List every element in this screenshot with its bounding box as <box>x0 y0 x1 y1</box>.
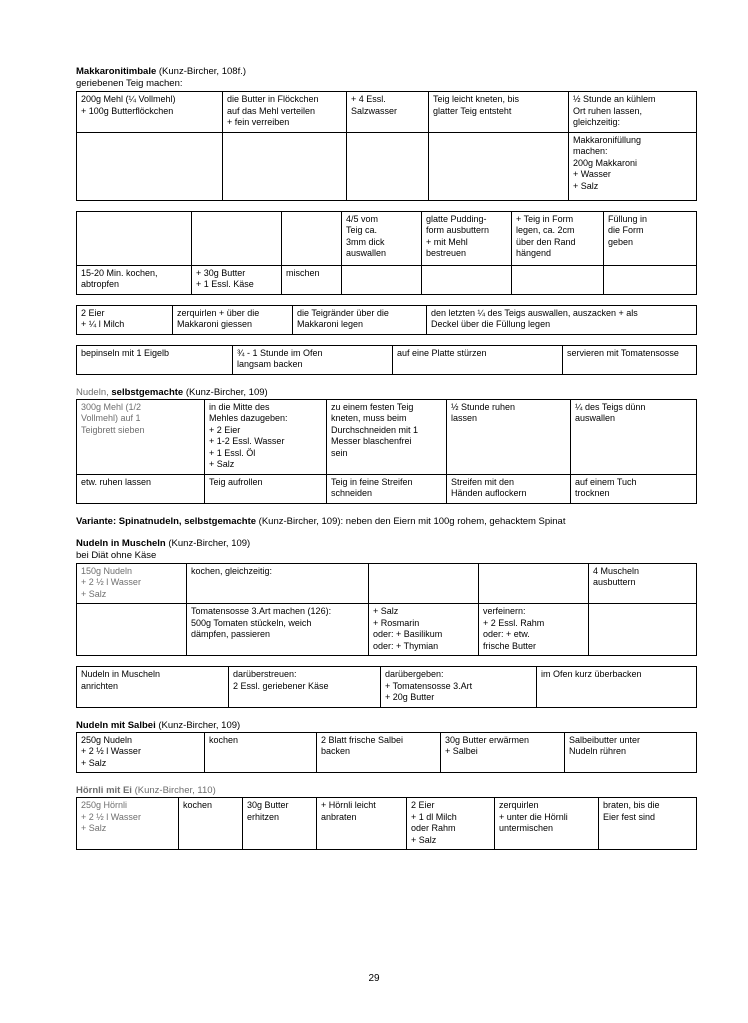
section-subtitle-nudeln-in-muscheln: bei Diät ohne Käse <box>76 549 157 561</box>
cell: 2 Eier + ¼ l Milch <box>77 305 173 334</box>
cell: zu einem festen Teig kneten, muss beim Durchschneiden mit 1 Messer blaschenfrei sein <box>327 399 447 474</box>
cell: zerquirlen + unter die Hörnli untermischen <box>495 798 599 850</box>
page-number: 29 <box>368 973 380 984</box>
cell: kochen <box>179 798 243 850</box>
table-row <box>77 667 697 708</box>
table-row <box>77 399 697 474</box>
cell: die Teigränder über die Makkaroni legen <box>293 305 427 334</box>
table-row <box>77 265 697 294</box>
table-nudeln-selbstgemachte-1 <box>76 399 697 504</box>
cell <box>223 132 347 200</box>
cell: Füllung in die Form geben <box>604 211 697 265</box>
cell: darübergeben: + Tomatensosse 3.Art + 20g Butter <box>381 667 537 708</box>
table-makkaronitimbale-3 <box>76 305 697 335</box>
cell <box>479 563 589 604</box>
section-heading-rest: (Kunz-Bircher, 109) <box>183 386 268 398</box>
cell: Streifen mit den Händen auflockern <box>447 474 571 503</box>
table-row <box>77 798 697 850</box>
cell <box>512 265 604 294</box>
cell: ½ Stunde an kühlem Ort ruhen lassen, gleichzeitig: <box>569 92 697 133</box>
section-heading-rest: (Kunz-Bircher, 110) <box>131 785 216 796</box>
cell: Teig aufrollen <box>205 474 327 503</box>
cell: 4/5 vom Teig ca. 3mm dick auswallen <box>342 211 422 265</box>
cell: Teig in feine Streifen schneiden <box>327 474 447 503</box>
cell: darüberstreuen: 2 Essl. geriebener Käse <box>229 667 381 708</box>
cell: + Teig in Form legen, ca. 2cm über den Rand hängend <box>512 211 604 265</box>
table-makkaronitimbale-4 <box>76 345 697 375</box>
cell: verfeinern: + 2 Essl. Rahm oder: + etw. frische Butter <box>479 604 589 656</box>
cell <box>342 265 422 294</box>
cell: ¼ des Teigs dünn auswallen <box>571 399 697 474</box>
cell: Nudeln in Muscheln anrichten <box>77 667 229 708</box>
cell <box>77 132 223 200</box>
cell: 4 Muscheln ausbuttern <box>589 563 697 604</box>
cell: bepinseln mit 1 Eigelb <box>77 345 233 374</box>
cell: 150g Nudeln + 2 ½ l Wasser + Salz <box>77 563 187 604</box>
cell: Tomatensosse 3.Art machen (126): 500g Tomaten stückeln, weich dämpfen, passieren <box>187 604 369 656</box>
section-heading-nudeln-mit-salbei <box>76 720 696 732</box>
cell: 2 Blatt frische Salbei backen <box>317 732 441 773</box>
cell <box>429 132 569 200</box>
section-heading-variante-spinatnudeln <box>76 516 696 528</box>
cell: 300g Mehl (1/2 Vollmehl) auf 1 Teigbrett sieben <box>77 399 205 474</box>
section-subtitle-makkaronitimbale: geriebenen Teig machen: <box>76 78 183 89</box>
cell: ¾ - 1 Stunde im Ofen langsam backen <box>233 345 393 374</box>
cell: + Hörnli leicht anbraten <box>317 798 407 850</box>
table-row <box>77 604 697 656</box>
cell: kochen <box>205 732 317 773</box>
cell: im Ofen kurz überbacken <box>537 667 697 708</box>
table-row <box>77 211 697 265</box>
table-makkaronitimbale-1 <box>76 91 697 201</box>
cell: in die Mitte des Mehles dazugeben: + 2 Eier + 1-2 Essl. Wasser + 1 Essl. Öl + Salz <box>205 399 327 474</box>
section-heading-bold-visible: selbstgemachte <box>111 386 184 398</box>
cell <box>77 604 187 656</box>
cell: mischen <box>282 265 342 294</box>
cell: kochen, gleichzeitig: <box>187 563 369 604</box>
cell <box>282 211 342 265</box>
cell <box>369 563 479 604</box>
table-row <box>77 132 697 200</box>
section-heading-nudeln-in-muscheln <box>76 538 696 550</box>
cell: + Salz + Rosmarin oder: + Basilikum oder: + Thymian <box>369 604 479 656</box>
table-nudeln-mit-salbei-1 <box>76 732 697 774</box>
section-heading-bold: Nudeln in Muscheln <box>76 537 166 549</box>
section-heading-bold: Makkaronitimbale <box>76 66 157 77</box>
table-row <box>77 345 697 374</box>
section-heading-hoernli-mit-ei <box>76 785 696 797</box>
section-heading-nudeln-selbstgemachte <box>76 387 696 399</box>
cell: auf eine Platte stürzen <box>393 345 563 374</box>
cell: 30g Butter erwärmen + Salbei <box>441 732 565 773</box>
section-heading-makkaronitimbale <box>76 66 696 78</box>
table-row <box>77 305 697 334</box>
cell <box>347 132 429 200</box>
section-heading-bold: Hörnli mit Ei <box>76 785 132 796</box>
cell <box>589 604 697 656</box>
cell: ½ Stunde ruhen lassen <box>447 399 571 474</box>
section-heading-bold: Variante: Spinatnudeln, selbstgemachte <box>76 515 257 527</box>
section-heading-rest: (Kunz-Bircher, 109) <box>155 719 241 731</box>
cell: 200g Mehl (¼ Vollmehl) + 100g Butterflöckchen <box>77 92 223 133</box>
cell: glatte Pudding- form ausbuttern + mit Mehl bestreuen <box>422 211 512 265</box>
table-row <box>77 474 697 503</box>
table-row <box>77 732 697 773</box>
table-row <box>77 92 697 133</box>
cell: Salbeibutter unter Nudeln rühren <box>565 732 697 773</box>
section-heading-rest: (Kunz-Bircher, 108f.) <box>156 66 247 77</box>
table-nudeln-in-muscheln-2 <box>76 666 697 708</box>
table-nudeln-in-muscheln-1 <box>76 563 697 657</box>
cell <box>192 211 282 265</box>
section-heading-rest: (Kunz-Bircher, 109) <box>165 537 251 549</box>
cell: + 30g Butter + 1 Essl. Käse <box>192 265 282 294</box>
cell: Makkaronifüllung machen: 200g Makkaroni + Wasser + Salz <box>569 132 697 200</box>
cell: etw. ruhen lassen <box>77 474 205 503</box>
table-makkaronitimbale-2 <box>76 211 697 295</box>
cell: 15-20 Min. kochen, abtropfen <box>77 265 192 294</box>
section-heading-bold: Nudeln mit Salbei <box>76 719 156 731</box>
cell: 250g Nudeln + 2 ½ l Wasser + Salz <box>77 732 205 773</box>
section-heading-prefix: Nudeln, <box>76 386 112 398</box>
table-row <box>77 563 697 604</box>
cell: Teig leicht kneten, bis glatter Teig entsteht <box>429 92 569 133</box>
cell <box>604 265 697 294</box>
cell <box>77 211 192 265</box>
cell: servieren mit Tomatensosse <box>563 345 697 374</box>
document-content <box>76 66 696 850</box>
cell: den letzten ¼ des Teigs auswallen, auszacken + als Deckel über die Füllung legen <box>427 305 697 334</box>
table-hoernli-mit-ei-1 <box>76 797 697 850</box>
cell <box>422 265 512 294</box>
cell: auf einem Tuch trocknen <box>571 474 697 503</box>
cell: braten, bis die Eier fest sind <box>599 798 697 850</box>
section-heading-rest: (Kunz-Bircher, 109): neben den Eiern mit 100g rohem, gehacktem Spinat <box>256 515 566 527</box>
cell: 250g Hörnli + 2 ½ l Wasser + Salz <box>77 798 179 850</box>
cell: + 4 Essl. Salzwasser <box>347 92 429 133</box>
cell: die Butter in Flöckchen auf das Mehl verteilen + fein verreiben <box>223 92 347 133</box>
cell: 30g Butter erhitzen <box>243 798 317 850</box>
cell: 2 Eier + 1 dl Milch oder Rahm + Salz <box>407 798 495 850</box>
cell: zerquirlen + über die Makkaroni giessen <box>173 305 293 334</box>
